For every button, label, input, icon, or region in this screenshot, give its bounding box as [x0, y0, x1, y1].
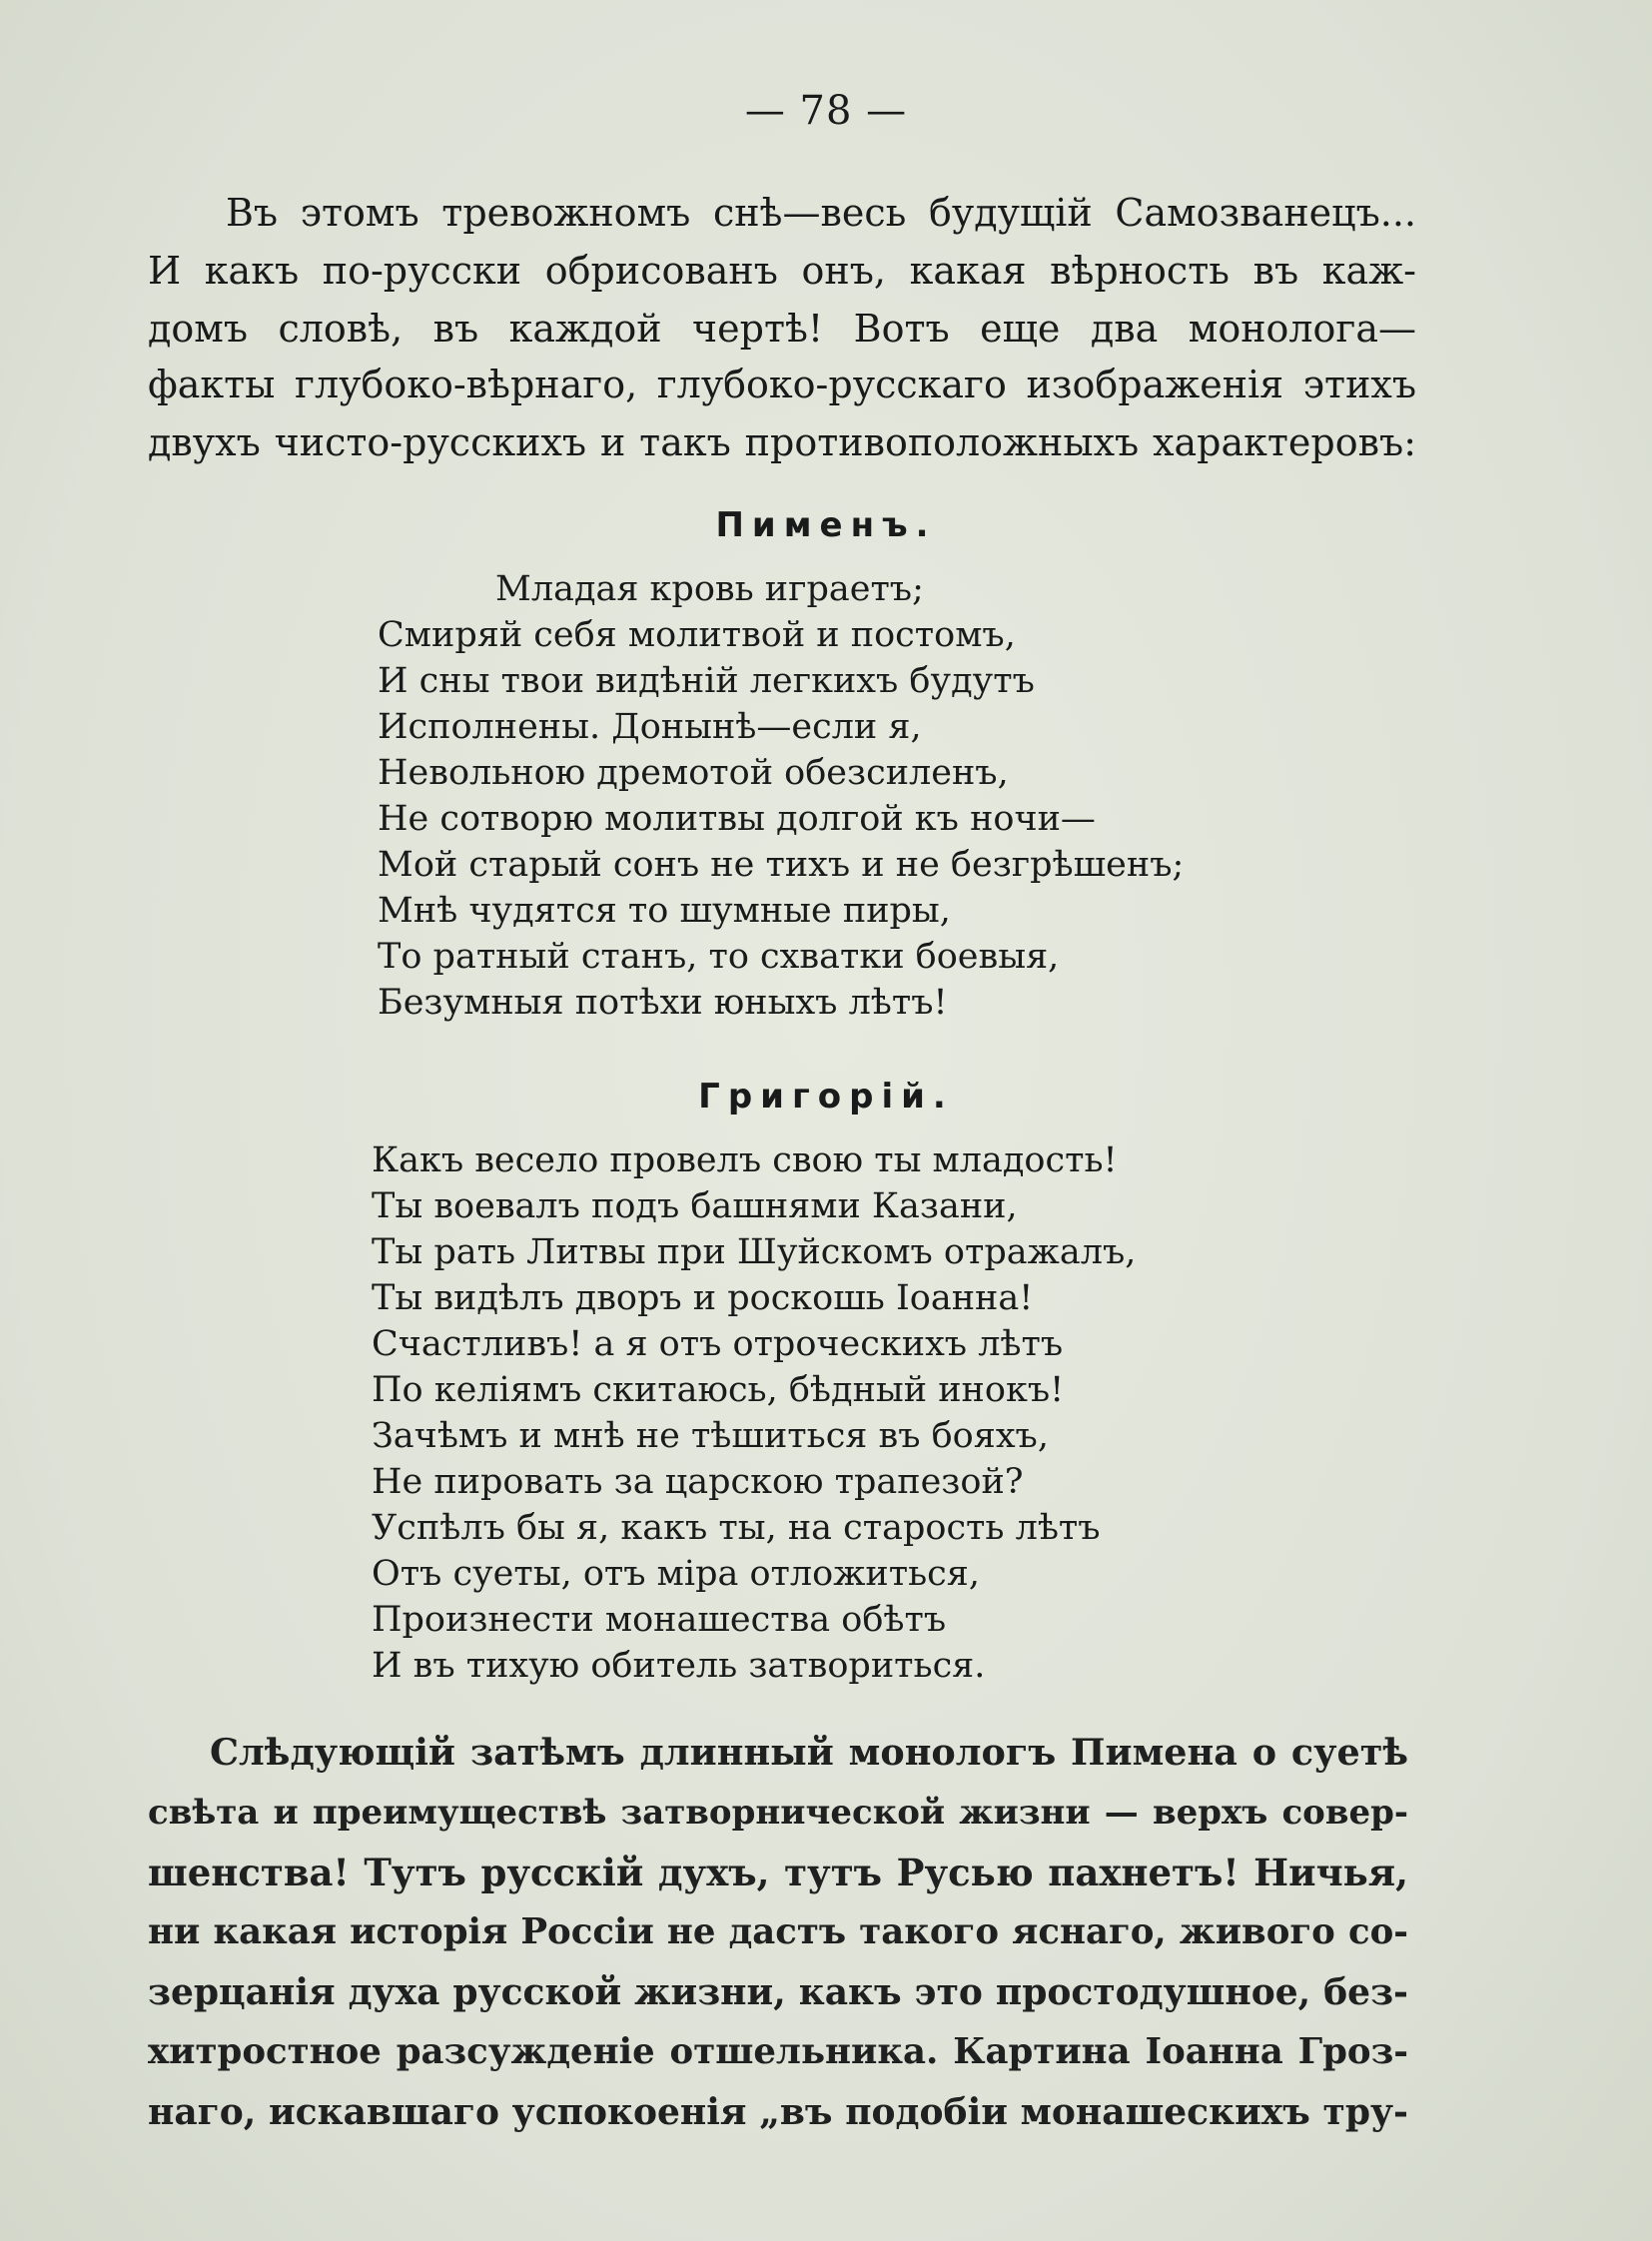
- verse-line: Ты видѣлъ дворъ и роскошь Іоанна!: [372, 1278, 1034, 1318]
- verse-line: Младая кровь играетъ;: [495, 569, 924, 609]
- closing-line: Слѣдующій затѣмъ длинный монологъ Пимена о суетѣ: [210, 1731, 1408, 1774]
- intro-line: домъ словѣ, въ каждой чертѣ! Вотъ еще два монолога—: [148, 307, 1416, 351]
- closing-line: свѣта и преимуществѣ затворнической жизни — верхъ совер-: [148, 1793, 1408, 1833]
- closing-line: зерцанія духа русской жизни, какъ это простодушное, без-: [148, 1971, 1408, 2013]
- verse-line: Произнести монашества обѣтъ: [372, 1600, 947, 1640]
- verse-line: Исполнены. Донынѣ—если я,: [378, 707, 922, 747]
- closing-line: хитростное разсужденіе отшельника. Картина Іоанна Гроз-: [148, 2031, 1408, 2072]
- verse-line: Счастливъ! а я отъ отроческихъ лѣтъ: [372, 1324, 1064, 1364]
- page-number: — 78 —: [744, 88, 908, 134]
- verse-line: Безумныя потѣхи юныхъ лѣтъ!: [378, 983, 948, 1023]
- verse-line: По келіямъ скитаюсь, бѣдный инокъ!: [372, 1370, 1065, 1410]
- verse-line: Ты воевалъ подъ башнями Казани,: [372, 1186, 1018, 1226]
- verse-line: Зачѣмъ и мнѣ не тѣшиться въ бояхъ,: [372, 1416, 1049, 1456]
- verse-line: Мнѣ чудятся то шумные пиры,: [378, 891, 951, 931]
- intro-line: двухъ чисто-русскихъ и такъ противоположныхъ характеровъ:: [148, 420, 1416, 464]
- verse-line: Отъ суеты, отъ міра отложиться,: [372, 1554, 980, 1594]
- verse-line: Какъ весело провелъ свою ты младость!: [372, 1140, 1118, 1180]
- verse-line: Не сотворю молитвы долгой къ ночи—: [378, 799, 1096, 839]
- intro-line: И какъ по-русски обрисованъ онъ, какая вѣрность въ каж-: [148, 249, 1416, 293]
- verse-line: Смиряй себя молитвой и постомъ,: [378, 615, 1016, 655]
- verse-line: Ты рать Литвы при Шуйскомъ отражалъ,: [372, 1232, 1137, 1272]
- speaker-heading-pimen: Пименъ.: [715, 505, 937, 545]
- intro-line: Въ этомъ тревожномъ снѣ—весь будущій Самозванецъ...: [226, 191, 1416, 235]
- verse-line: Успѣлъ бы я, какъ ты, на старость лѣтъ: [372, 1508, 1101, 1548]
- verse-line: И сны твои видѣній легкихъ будутъ: [378, 661, 1035, 701]
- verse-line: И въ тихую обитель затвориться.: [372, 1646, 986, 1686]
- speaker-heading-grigoriy: Григорій.: [698, 1077, 954, 1117]
- verse-line: Невольною дремотой обезсиленъ,: [378, 753, 1009, 793]
- verse-line: Мой старый сонъ не тихъ и не безгрѣшенъ;: [378, 845, 1185, 885]
- verse-line: То ратный станъ, то схватки боевыя,: [378, 937, 1060, 977]
- closing-line: шенства! Тутъ русскій духъ, тутъ Русью пахнетъ! Ничья,: [148, 1851, 1408, 1894]
- intro-line: факты глубоко-вѣрнаго, глубоко-русскаго изображенія этихъ: [148, 363, 1416, 406]
- closing-line: наго, искавшаго успокоенія „въ подобіи монашескихъ тру-: [148, 2091, 1408, 2133]
- verse-line: Не пировать за царскою трапезой?: [372, 1462, 1024, 1502]
- closing-line: ни какая исторія Россіи не дастъ такого яснаго, живого со-: [148, 1911, 1408, 1952]
